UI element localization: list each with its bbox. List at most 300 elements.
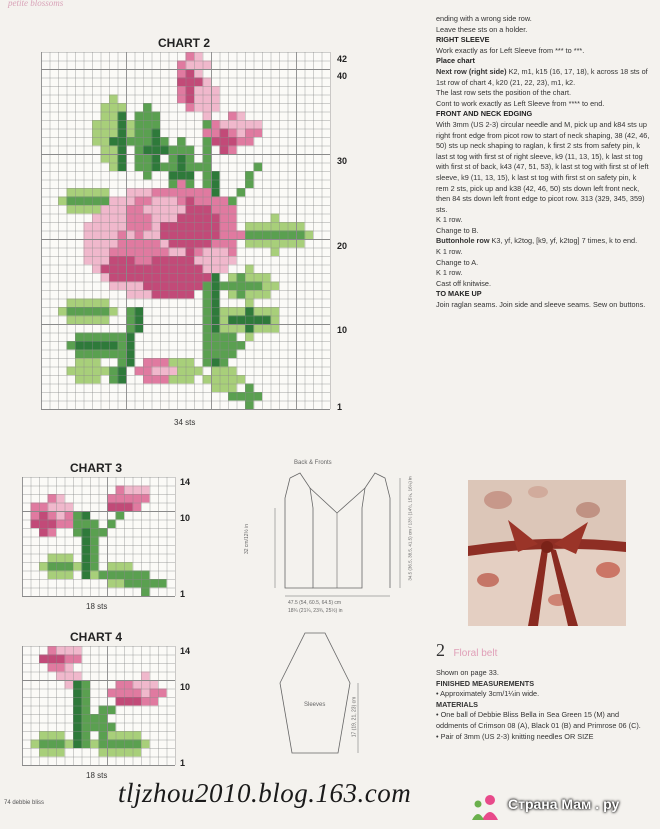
stitch-cell xyxy=(169,375,178,384)
belt-photo xyxy=(468,480,626,626)
stitch-cell xyxy=(56,562,65,571)
paragraph: • Pair of 3mm (US 2-3) knitting needles OR SIZE xyxy=(436,731,594,741)
stitch-cell xyxy=(124,571,133,580)
stitch-cell xyxy=(194,273,203,282)
body-schematic-outline xyxy=(250,458,430,623)
stitch-cell xyxy=(203,129,212,138)
stitch-cell xyxy=(67,316,76,325)
stitch-cell xyxy=(73,528,82,537)
stitch-cell xyxy=(211,316,220,325)
stitch-cell xyxy=(211,205,220,214)
stitch-cell xyxy=(228,307,237,316)
paragraph: K 1 row. xyxy=(436,215,463,225)
stitch-cell xyxy=(116,689,125,698)
stitch-cell xyxy=(271,248,280,257)
stitch-cell xyxy=(90,520,99,529)
stitch-cell xyxy=(75,367,84,376)
stitch-cell xyxy=(141,494,150,503)
stitch-cell xyxy=(177,86,186,95)
stitch-cell xyxy=(126,222,135,231)
stitch-cell xyxy=(228,248,237,257)
stitch-cell xyxy=(141,672,150,681)
stitch-cell xyxy=(152,282,161,291)
stitch-cell xyxy=(84,350,93,359)
stitch-cell xyxy=(152,256,161,265)
stitch-cell xyxy=(203,299,212,308)
stitch-cell xyxy=(211,307,220,316)
stitch-cell xyxy=(118,103,127,112)
stitch-cell xyxy=(177,163,186,172)
stitch-cell xyxy=(84,248,93,257)
stitch-cell xyxy=(296,231,305,240)
stitch-cell xyxy=(279,222,288,231)
stitch-cell xyxy=(48,554,57,563)
stitch-cell xyxy=(160,214,169,223)
stitch-cell xyxy=(75,299,84,308)
stitch-cell xyxy=(228,384,237,393)
stitch-cell xyxy=(118,222,127,231)
stitch-cell xyxy=(160,282,169,291)
stitch-cell xyxy=(116,740,125,749)
section-heading-text: Place chart xyxy=(436,56,475,66)
stitch-cell xyxy=(143,231,152,240)
stitch-cell xyxy=(177,61,186,70)
stitch-cell xyxy=(109,146,118,155)
stitch-cell xyxy=(228,137,237,146)
stitch-cell xyxy=(135,307,144,316)
stitch-cell xyxy=(75,375,84,384)
body-height-left-label: 32 cm/12½ in xyxy=(244,523,251,555)
stitch-cell xyxy=(169,163,178,172)
stitch-cell xyxy=(133,579,142,588)
stitch-cell xyxy=(58,307,67,316)
stitch-cell xyxy=(133,689,142,698)
stitch-cell xyxy=(56,503,65,512)
stitch-cell xyxy=(99,748,108,757)
stitch-cell xyxy=(118,197,127,206)
stitch-cell xyxy=(65,511,74,520)
stitch-cell xyxy=(101,239,110,248)
section-title: Floral belt xyxy=(453,648,498,659)
stitch-cell xyxy=(65,554,74,563)
stitch-cell xyxy=(118,265,127,274)
stitch-cell xyxy=(177,205,186,214)
stitch-cell xyxy=(177,137,186,146)
stitch-cell xyxy=(186,95,195,104)
stitch-cell xyxy=(48,503,57,512)
stitch-cell xyxy=(211,129,220,138)
stitch-cell xyxy=(271,222,280,231)
stitch-cell xyxy=(116,503,125,512)
stitch-cell xyxy=(82,528,91,537)
stitch-cell xyxy=(118,256,127,265)
stitch-cell xyxy=(203,146,212,155)
stitch-cell xyxy=(73,646,82,655)
stitch-cell xyxy=(271,324,280,333)
stitch-cell xyxy=(152,239,161,248)
stitch-cell xyxy=(237,120,246,129)
stitch-cell xyxy=(73,714,82,723)
stitch-cell xyxy=(158,689,167,698)
stitch-cell xyxy=(152,231,161,240)
stitch-cell xyxy=(143,112,152,121)
stitch-cell xyxy=(92,316,101,325)
stitch-cell xyxy=(203,341,212,350)
stitch-cell xyxy=(211,222,220,231)
stitch-cell xyxy=(118,120,127,129)
stitch-cell xyxy=(73,697,82,706)
stitch-cell xyxy=(118,239,127,248)
stitch-cell xyxy=(65,520,74,529)
stitch-cell xyxy=(124,486,133,495)
stitch-cell xyxy=(31,511,40,520)
stitch-cell xyxy=(101,197,110,206)
paragraph: Cont to work exactly as Left Sleeve from **** to end. xyxy=(436,98,605,108)
stitch-cell xyxy=(75,350,84,359)
stitch-cell xyxy=(220,248,229,257)
stitch-cell xyxy=(75,197,84,206)
stitch-cell xyxy=(169,282,178,291)
stitch-cell xyxy=(118,273,127,282)
stitch-cell xyxy=(245,290,254,299)
stitch-cell xyxy=(101,265,110,274)
chart2-row-label: 1 xyxy=(337,402,343,412)
stitch-cell xyxy=(84,205,93,214)
stitch-cell xyxy=(169,239,178,248)
stitch-cell xyxy=(152,137,161,146)
stitch-cell xyxy=(152,197,161,206)
stitch-cell xyxy=(150,697,159,706)
stitch-cell xyxy=(203,95,212,104)
stitch-cell xyxy=(177,239,186,248)
section-heading xyxy=(436,640,497,661)
stitch-cell xyxy=(143,248,152,257)
chart4-title: CHART 4 xyxy=(70,630,123,644)
stitch-cell xyxy=(126,282,135,291)
stitch-cell xyxy=(109,256,118,265)
section-heading-text: FRONT AND NECK EDGING xyxy=(436,109,533,119)
stitch-cell xyxy=(211,86,220,95)
stitch-cell xyxy=(177,197,186,206)
stitch-cell xyxy=(133,748,142,757)
stitch-cell xyxy=(133,494,142,503)
stitch-cell xyxy=(203,256,212,265)
stitch-cell xyxy=(228,350,237,359)
stitch-cell xyxy=(262,307,271,316)
stitch-cell xyxy=(160,367,169,376)
stitch-cell xyxy=(39,748,48,757)
stitch-cell xyxy=(107,748,116,757)
body-width-label-cm: 47.5 (54, 60.5, 64.5) cm xyxy=(288,600,342,606)
stitch-cell xyxy=(296,239,305,248)
stitch-cell xyxy=(135,248,144,257)
paragraph: Work exactly as for Left Sleeve from *** to ***. xyxy=(436,45,585,55)
stitch-cell xyxy=(135,188,144,197)
paragraph: Change to B. xyxy=(436,225,479,235)
stitch-cell xyxy=(82,689,91,698)
stitch-cell xyxy=(135,290,144,299)
stitch-cell xyxy=(90,714,99,723)
paragraph: With 3mm (US 2-3) circular needle and M, pick up and k84 sts up right front edge from picot row to start of neck shaping, 38 (42, 46, 50) sts up neck shaping to raglan, k first 2 sts from safety pin, k last st tog with first st of right sleeve, k9 (11, 13, 15), k last st tog with first st of back, k43 (47, 51, 53), k last st tog with first st of left sleeve, k9 (11, 13, 15), k last st tog with first st on safety pin, k rem 2 sts, pick up and k38 (42, 46, 50) sts down left front neck, then 84 sts down left front edge to picot row. 313 (329, 345, 359) sts. xyxy=(436,119,650,214)
stitch-cell xyxy=(143,256,152,265)
stitch-cell xyxy=(211,350,220,359)
stitch-cell xyxy=(101,248,110,257)
stitch-cell xyxy=(92,129,101,138)
stitch-cell xyxy=(143,239,152,248)
stitch-cell xyxy=(245,307,254,316)
stitch-cell xyxy=(109,205,118,214)
stitch-cell xyxy=(126,324,135,333)
stitch-cell xyxy=(99,731,108,740)
stitch-cell xyxy=(296,222,305,231)
stitch-cell xyxy=(245,265,254,274)
stitch-cell xyxy=(194,256,203,265)
stitch-cell xyxy=(124,494,133,503)
stitch-cell xyxy=(203,137,212,146)
stitch-cell xyxy=(84,239,93,248)
stitch-cell xyxy=(186,154,195,163)
section-number: 2 xyxy=(436,640,445,660)
stitch-cell xyxy=(211,95,220,104)
stitch-cell xyxy=(254,222,263,231)
stitch-cell xyxy=(169,188,178,197)
stitch-cell xyxy=(39,655,48,664)
stitch-cell xyxy=(245,129,254,138)
stitch-cell xyxy=(203,78,212,87)
stitch-cell xyxy=(152,146,161,155)
stitch-cell xyxy=(203,86,212,95)
stitch-cell xyxy=(92,333,101,342)
stitch-cell xyxy=(220,231,229,240)
stitch-cell xyxy=(220,384,229,393)
stitch-cell xyxy=(48,520,57,529)
instruction-lead: Buttonhole row xyxy=(436,236,490,246)
stitch-cell xyxy=(99,723,108,732)
stitch-cell xyxy=(135,112,144,121)
stitch-cell xyxy=(186,103,195,112)
stitch-cell xyxy=(220,375,229,384)
stitch-cell xyxy=(65,655,74,664)
stitch-cell xyxy=(84,222,93,231)
stitch-cell xyxy=(271,282,280,291)
stitch-cell xyxy=(48,740,57,749)
paragraph: • Approximately 3cm/1¼in wide. xyxy=(436,689,540,699)
stitch-cell xyxy=(109,231,118,240)
stitch-cell xyxy=(220,316,229,325)
stitch-cell xyxy=(160,231,169,240)
stitch-cell xyxy=(143,367,152,376)
stitch-cell xyxy=(116,680,125,689)
stitch-cell xyxy=(65,571,74,580)
stitch-cell xyxy=(133,740,142,749)
stitch-cell xyxy=(84,188,93,197)
stitch-cell xyxy=(101,214,110,223)
stitch-cell xyxy=(152,214,161,223)
stitch-cell xyxy=(135,137,144,146)
stitch-cell xyxy=(254,129,263,138)
stitch-cell xyxy=(84,358,93,367)
stitch-cell xyxy=(124,740,133,749)
stitch-cell xyxy=(101,154,110,163)
stitch-cell xyxy=(152,367,161,376)
stitch-cell xyxy=(133,486,142,495)
stitch-cell xyxy=(220,205,229,214)
stitch-cell xyxy=(177,375,186,384)
stitch-cell xyxy=(211,384,220,393)
stitch-cell xyxy=(186,358,195,367)
stitch-cell xyxy=(118,154,127,163)
section-heading-text: RIGHT SLEEVE xyxy=(436,35,490,45)
stitch-cell xyxy=(220,129,229,138)
stitch-cell xyxy=(169,248,178,257)
stitch-cell xyxy=(203,180,212,189)
stitch-cell xyxy=(211,171,220,180)
page-header-tag: petite blossoms xyxy=(8,0,64,8)
stitch-cell xyxy=(237,375,246,384)
stitch-cell xyxy=(116,494,125,503)
stitch-cell xyxy=(109,120,118,129)
stitch-cell xyxy=(124,697,133,706)
stitch-cell xyxy=(203,358,212,367)
stitch-cell xyxy=(237,316,246,325)
stitch-cell xyxy=(169,205,178,214)
stitch-cell xyxy=(186,86,195,95)
stitch-cell xyxy=(169,222,178,231)
stitch-cell xyxy=(133,503,142,512)
stitch-cell xyxy=(245,273,254,282)
stitch-cell xyxy=(211,273,220,282)
stitch-cell xyxy=(211,282,220,291)
stitch-cell xyxy=(107,706,116,715)
stitch-cell xyxy=(211,197,220,206)
stitch-cell xyxy=(203,214,212,223)
paragraph: K 1 row. xyxy=(436,247,463,257)
stitch-cell xyxy=(186,163,195,172)
stitch-cell xyxy=(109,103,118,112)
stitch-cell xyxy=(124,680,133,689)
stitch-cell xyxy=(177,358,186,367)
stitch-cell xyxy=(169,256,178,265)
stitch-cell xyxy=(186,282,195,291)
stitch-cell xyxy=(262,273,271,282)
stitch-cell xyxy=(228,273,237,282)
stitch-cell xyxy=(82,740,91,749)
chart2-row-label: 30 xyxy=(337,156,348,166)
stitch-cell xyxy=(228,239,237,248)
stitch-cell xyxy=(169,180,178,189)
stitch-cell xyxy=(126,333,135,342)
stitch-cell xyxy=(245,231,254,240)
stitch-cell xyxy=(186,180,195,189)
chart3-row-label: 1 xyxy=(180,589,186,599)
stitch-cell xyxy=(109,112,118,121)
stitch-cell xyxy=(177,222,186,231)
stitch-cell xyxy=(101,146,110,155)
chart2-title: CHART 2 xyxy=(158,36,211,50)
stitch-cell xyxy=(160,256,169,265)
stitch-cell xyxy=(135,324,144,333)
stitch-cell xyxy=(141,680,150,689)
stitch-cell xyxy=(124,748,133,757)
stitch-cell xyxy=(39,528,48,537)
stitch-cell xyxy=(56,520,65,529)
stitch-cell xyxy=(177,290,186,299)
stitch-cell xyxy=(237,137,246,146)
stitch-cell xyxy=(101,350,110,359)
stitch-cell xyxy=(143,137,152,146)
stitch-cell xyxy=(126,231,135,240)
stitch-cell xyxy=(135,273,144,282)
stitch-cell xyxy=(109,367,118,376)
stitch-cell xyxy=(141,486,150,495)
stitch-cell xyxy=(143,171,152,180)
stitch-cell xyxy=(99,706,108,715)
stitch-cell xyxy=(177,273,186,282)
stitch-cell xyxy=(220,265,229,274)
stitch-cell xyxy=(143,222,152,231)
stitch-cell xyxy=(177,78,186,87)
stitch-cell xyxy=(75,316,84,325)
stitch-cell xyxy=(220,197,229,206)
stitch-cell xyxy=(101,307,110,316)
stitch-cell xyxy=(126,197,135,206)
stitch-cell xyxy=(194,197,203,206)
stitch-cell xyxy=(65,672,74,681)
stitch-cell xyxy=(135,163,144,172)
stitch-cell xyxy=(237,188,246,197)
stitch-cell xyxy=(126,290,135,299)
stitch-cell xyxy=(73,706,82,715)
stitch-cell xyxy=(152,154,161,163)
stitch-cell xyxy=(220,307,229,316)
stitch-cell xyxy=(118,205,127,214)
stitch-cell xyxy=(48,511,57,520)
stitch-cell xyxy=(135,282,144,291)
stitch-cell xyxy=(118,341,127,350)
stitch-cell xyxy=(220,350,229,359)
stitch-cell xyxy=(160,146,169,155)
stitch-cell xyxy=(90,723,99,732)
stitch-cell xyxy=(126,341,135,350)
stitch-cell xyxy=(133,680,142,689)
stitch-cell xyxy=(245,384,254,393)
stitch-cell xyxy=(126,205,135,214)
chart3-row-label: 14 xyxy=(180,477,191,487)
stitch-cell xyxy=(305,231,314,240)
stitch-cell xyxy=(82,545,91,554)
stitch-cell xyxy=(118,350,127,359)
stitch-cell xyxy=(126,188,135,197)
stitch-cell xyxy=(143,358,152,367)
stitch-cell xyxy=(228,282,237,291)
stitch-cell xyxy=(211,375,220,384)
stitch-cell xyxy=(135,120,144,129)
stitch-cell xyxy=(177,265,186,274)
stitch-cell xyxy=(109,307,118,316)
stitch-cell xyxy=(177,95,186,104)
stitch-cell xyxy=(245,392,254,401)
stitch-cell xyxy=(107,723,116,732)
stitch-cell xyxy=(169,146,178,155)
stitch-cell xyxy=(73,723,82,732)
stitch-cell xyxy=(186,205,195,214)
stitch-cell xyxy=(143,146,152,155)
stitch-cell xyxy=(228,112,237,121)
stitch-cell xyxy=(82,697,91,706)
stitch-cell xyxy=(73,562,82,571)
stitch-cell xyxy=(126,214,135,223)
stitch-cell xyxy=(186,367,195,376)
